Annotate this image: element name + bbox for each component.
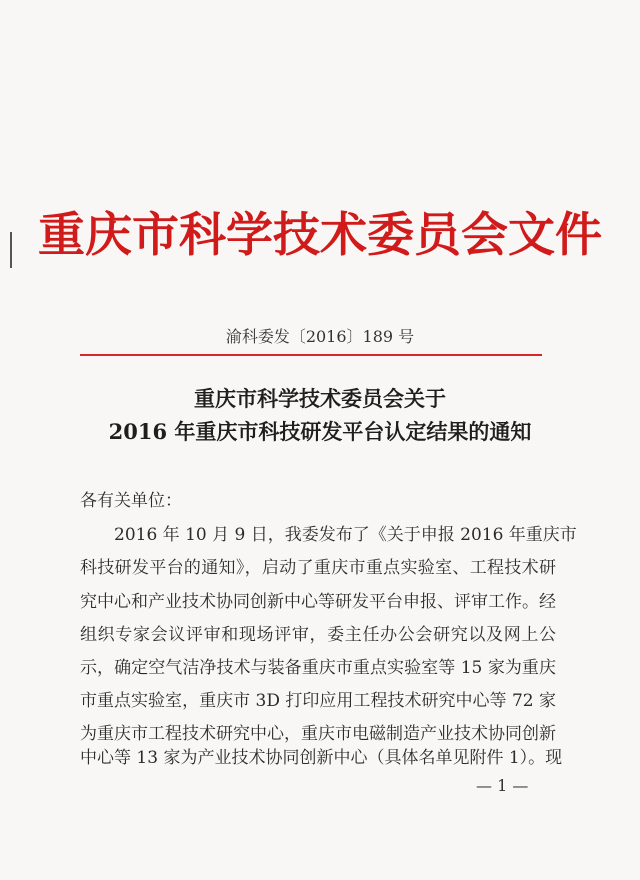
document-header-title: 重庆市科学技术委员会文件 — [38, 208, 602, 263]
body-line: 2016 年 10 月 9 日，我委发布了《关于申报 2016 年重庆市 — [114, 525, 577, 545]
document-number: 渝科委发〔2016〕189 号 — [225, 327, 415, 346]
body-line: 为重庆市工程技术研究中心，重庆市电磁制造产业技术协同创新 — [80, 724, 556, 744]
notice-title-line-2: 2016 年重庆市科技研发平台认定结果的通知 — [108, 419, 532, 444]
body-line: 究中心和产业技术协同创新中心等研发平台申报、评审工作。经 — [80, 592, 556, 612]
salutation: 各有关单位： — [80, 491, 182, 511]
body-line: 市重点实验室，重庆市 3D 打印应用工程技术研究中心等 72 家 — [80, 691, 556, 711]
body-line: 科技研发平台的通知》，启动了重庆市重点实验室、工程技术研 — [80, 558, 556, 578]
body-line: 示，确定空气洁净技术与装备重庆市重点实验室等 15 家为重庆 — [80, 658, 556, 678]
notice-title-line-1: 重庆市科学技术委员会关于 — [194, 386, 446, 411]
body-line: 组织专家会议评审和现场评审，委主任办公会研究以及网上公 — [80, 625, 556, 645]
red-divider-line — [80, 354, 542, 356]
body-line: 中心等 13 家为产业技术协同创新中心（具体名单见附件 1）。现 — [80, 748, 563, 768]
page-number: — 1 — — [476, 776, 529, 795]
